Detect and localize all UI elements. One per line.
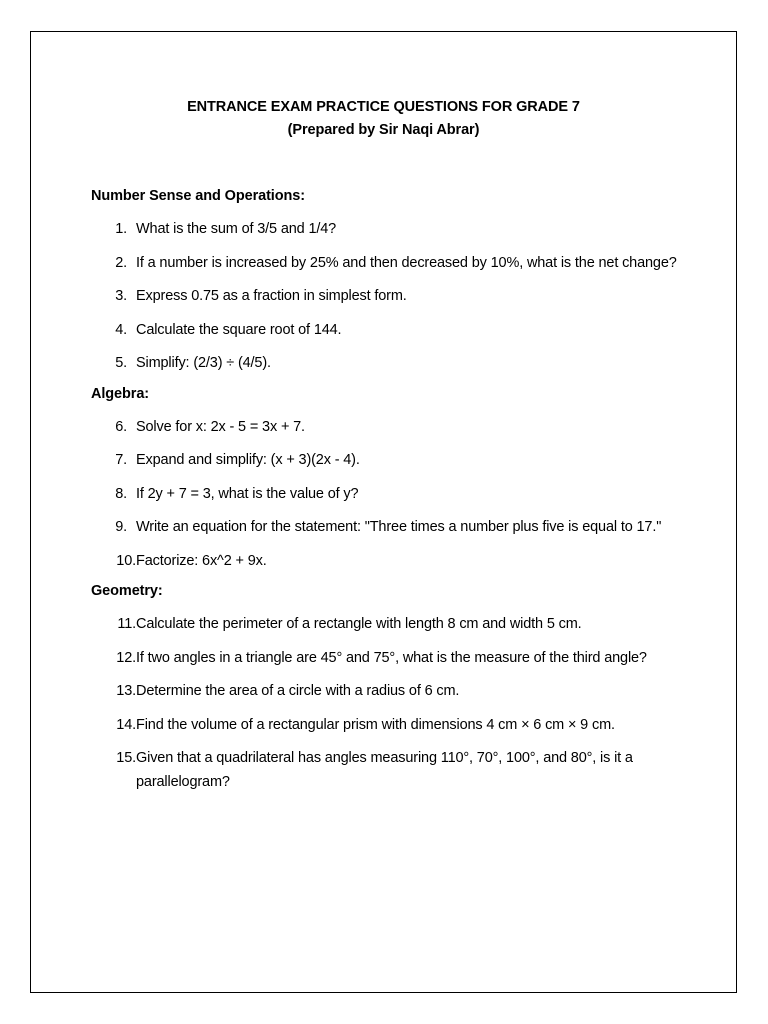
question-list — [91, 613, 691, 794]
question-number: 15. — [116, 750, 136, 766]
question-item — [91, 516, 691, 540]
question-text: If two angles in a triangle are 45° and 75°, what is the measure of the third angle? — [136, 649, 647, 666]
question-item — [91, 218, 691, 242]
question-text: Find the volume of a rectangular prism with dimensions 4 cm × 6 cm × 9 cm. — [136, 716, 615, 733]
question-number: 4. — [115, 321, 127, 338]
question-list — [91, 218, 691, 376]
question-text: Solve for x: 2x - 5 = 3x + 7. — [136, 418, 305, 435]
question-item — [91, 613, 691, 637]
question-number: 1. — [115, 221, 127, 237]
question-number: 3. — [115, 288, 127, 304]
question-number: 11. — [117, 616, 136, 632]
question-item — [91, 319, 691, 343]
question-text: Simplify: (2/3) ÷ (4/5). — [136, 355, 271, 371]
question-number: 14. — [116, 716, 136, 733]
question-number: 2. — [115, 254, 127, 271]
question-item — [91, 550, 691, 574]
question-number: 5. — [115, 355, 127, 371]
question-number: 7. — [115, 452, 127, 468]
question-text: Calculate the perimeter of a rectangle with length 8 cm and width 5 cm. — [136, 616, 582, 632]
document-subtitle: (Prepared by Sir Naqi Abrar) — [287, 122, 480, 138]
section-heading: Number Sense and Operations: — [91, 188, 305, 204]
question-item — [91, 449, 691, 473]
question-list — [91, 416, 691, 574]
question-text: Express 0.75 as a fraction in simplest form. — [136, 288, 407, 304]
question-number: 6. — [115, 418, 127, 435]
section-heading: Geometry: — [91, 583, 163, 599]
question-text: What is the sum of 3/5 and 1/4? — [136, 221, 337, 237]
question-text: Factorize: 6x^2 + 9x. — [136, 552, 267, 569]
question-number: 13. — [116, 683, 136, 699]
question-number: 12. — [116, 649, 136, 666]
section-heading: Algebra: — [91, 385, 150, 402]
question-text: Determine the area of a circle with a radius of 6 cm. — [136, 683, 460, 699]
question-item — [91, 647, 691, 671]
section-number-sense — [91, 186, 691, 376]
document-title: ENTRANCE EXAM PRACTICE QUESTIONS FOR GRADE 7 — [187, 99, 580, 115]
question-number: 8. — [115, 485, 127, 502]
question-text: Write an equation for the statement: "Three times a number plus five is equal to 17." — [136, 519, 662, 535]
question-text: Calculate the square root of 144. — [136, 321, 342, 338]
question-item — [91, 714, 691, 738]
question-item — [91, 747, 691, 794]
question-number: 9. — [115, 519, 127, 535]
question-item — [91, 252, 691, 276]
question-item — [91, 483, 691, 507]
question-text: Given that a quadrilateral has angles measuring 110°, 70°, 100°, and 80°, is it a parallelogram? — [136, 750, 633, 790]
section-geometry — [91, 581, 691, 794]
section-algebra — [91, 384, 691, 574]
question-text: If 2y + 7 = 3, what is the value of y? — [136, 485, 359, 502]
document-content — [91, 186, 691, 794]
question-item — [91, 680, 691, 704]
document-header — [30, 96, 737, 142]
question-text: If a number is increased by 25% and then decreased by 10%, what is the net change? — [136, 254, 677, 271]
question-item — [91, 285, 691, 309]
question-item — [91, 352, 691, 376]
question-item — [91, 416, 691, 440]
question-text: Expand and simplify: (x + 3)(2x - 4). — [136, 452, 360, 468]
question-number: 10. — [116, 552, 136, 569]
